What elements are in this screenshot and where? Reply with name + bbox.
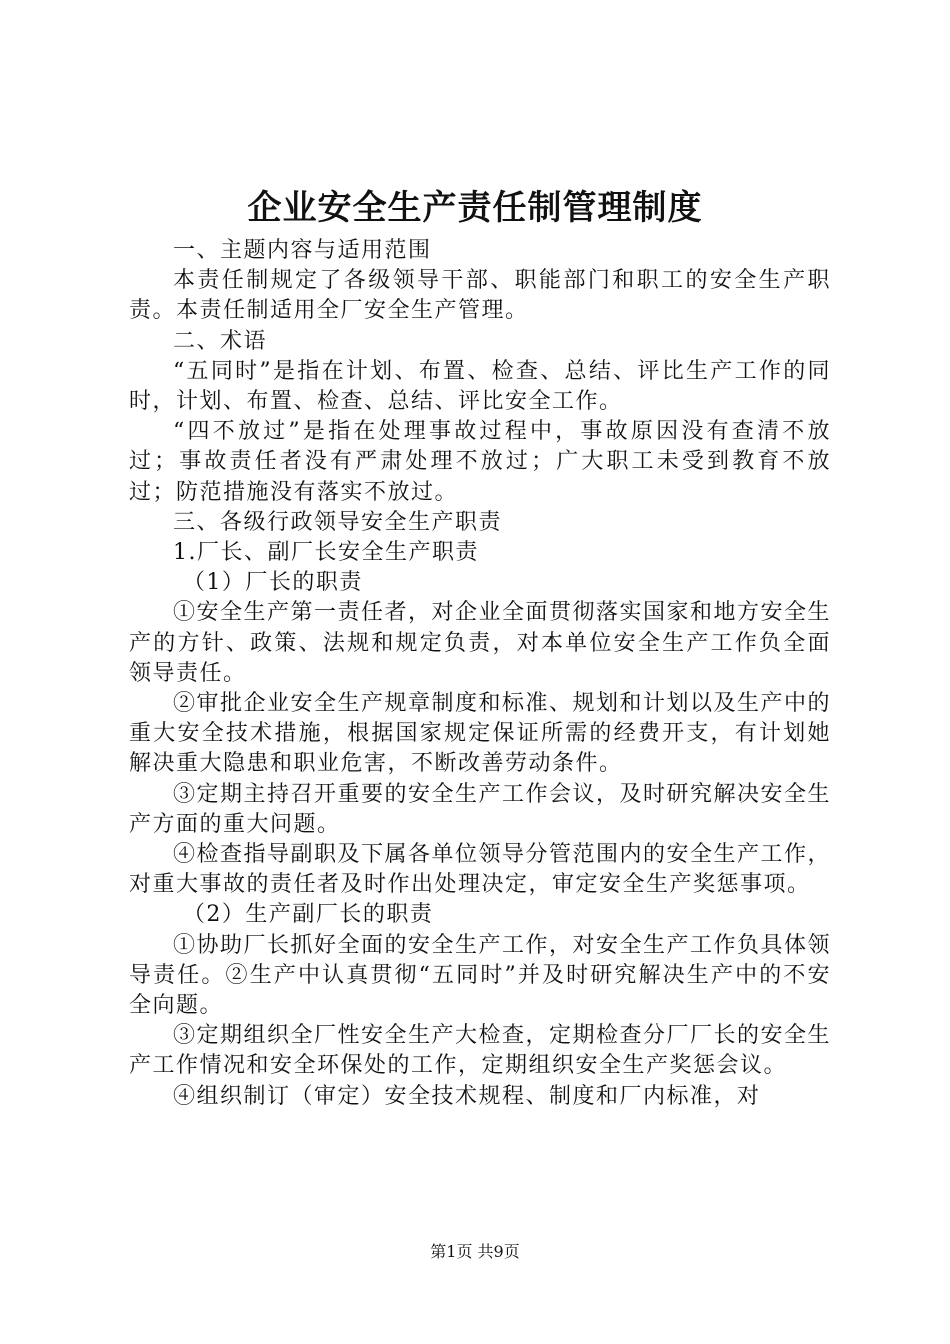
page-title: 企业安全生产责任制管理制度: [247, 188, 703, 228]
list-item: ②审批企业安全生产规章制度和标准、规划和计划以及生产中的重大安全技术措施，根据国家规定保证所需的经费开支，有计划她解决重大隐患和职业危害，不断改善劳动条件。: [129, 691, 832, 777]
paragraph: “四不放过”是指在处理事故过程中，事故原因没有查清不放过；事故责任者没有严肃处理不放过；广大职工未受到教育不放过；防范措施没有落实不放过。: [129, 419, 831, 505]
section-heading: 三、各级行政领导安全生产职责: [173, 509, 503, 535]
paragraph: “五同时”是指在计划、布置、检查、总结、评比生产工作的同时，计划、布置、检查、总结、评比安全工作。: [129, 358, 831, 415]
list-item: ③定期主持召开重要的安全生产工作会议，及时研究解决安全生产方面的重大问题。: [129, 781, 832, 837]
document-body: [129, 236, 831, 1112]
subsection-heading: 1.厂长、副厂长安全生产职责: [173, 540, 479, 566]
section-heading: 一、主题内容与适用范围: [173, 238, 432, 263]
list-item: ④检查指导副职及下属各单位领导分管范围内的安全生产工作，对重大事故的责任者及时作出处理决定，审定安全生产奖惩事项。: [129, 842, 832, 898]
list-item: ①协助厂长抓好全面的安全生产工作，对安全生产工作负具体领导责任。②生产中认真贯彻“五同时”并及时研究解决生产中的不安全向题。: [129, 932, 832, 1019]
list-item: ④组织制订（审定）安全技术规程、制度和厂内标准，对: [173, 1083, 761, 1109]
subsection-heading: （2）生产副厂长的职责: [182, 902, 434, 928]
subsection-heading: （1）厂长的职责: [182, 570, 363, 596]
list-item: ①安全生产第一责任者，对企业全面贯彻落实国家和地方安全生产的方针、政策、法规和规定负责，对本单位安全生产工作负全面领导责任。: [129, 600, 832, 686]
section-heading: 二、术语: [173, 328, 268, 354]
paragraph: 本责任制规定了各级领导干部、职能部门和职工的安全生产职责。本责任制适用全厂安全生产管理。: [129, 268, 831, 324]
list-item: ③定期组织全厂性安全生产大检查，定期检查分厂厂长的安全生产工作情况和安全环保处的工作，定期组织安全生产奖惩会议。: [129, 1023, 832, 1079]
page-footer: 第1页 共9页: [430, 1242, 520, 1261]
